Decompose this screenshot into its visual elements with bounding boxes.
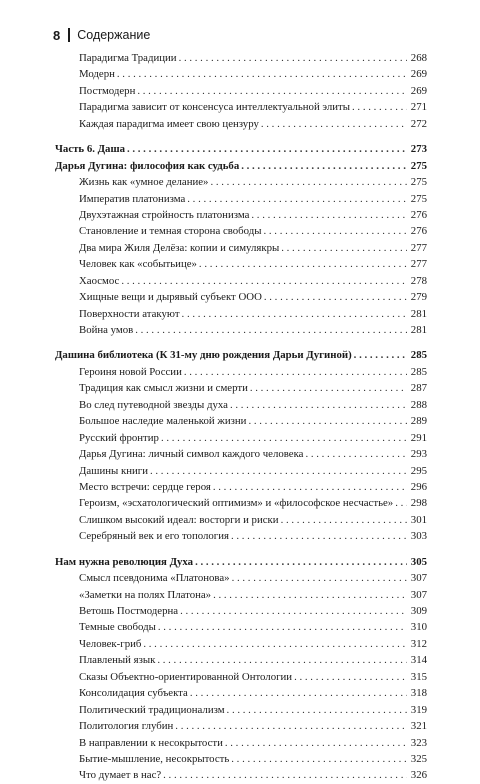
- entry-title: Императив платонизма: [79, 192, 186, 205]
- dot-leader: [182, 306, 407, 322]
- toc-section-entry[interactable]: [55, 751, 427, 767]
- entry-title: Часть 6. Даша: [55, 143, 125, 156]
- dot-leader: [213, 587, 407, 603]
- dot-leader: [210, 174, 407, 190]
- toc-section-entry[interactable]: [55, 99, 427, 115]
- entry-title: Плавленый язык: [79, 654, 156, 667]
- entry-title: Место встречи: сердце героя: [79, 480, 211, 493]
- entry-page-number: 275: [410, 159, 427, 172]
- entry-page-number: 323: [410, 736, 427, 749]
- entry-page-number: 295: [410, 464, 427, 477]
- entry-title: Постмодерн: [79, 84, 136, 97]
- entry-title: Дашина библиотека (К 31-му дню рождения Дарьи Дугиной): [55, 349, 352, 362]
- dot-leader: [225, 735, 407, 751]
- toc-section-entry[interactable]: [55, 702, 427, 718]
- dot-leader: [354, 347, 407, 363]
- entry-page-number: 314: [410, 654, 427, 667]
- toc-section-entry[interactable]: [55, 570, 427, 586]
- toc-section-entry[interactable]: [55, 479, 427, 495]
- entry-title: Становление и темная сторона свободы: [79, 225, 262, 238]
- toc-section-entry[interactable]: [55, 240, 427, 256]
- entry-page-number: 277: [410, 241, 427, 254]
- toc-section-entry[interactable]: [55, 207, 427, 223]
- entry-title: В направлении к несокрытости: [79, 736, 223, 749]
- table-of-contents: [55, 50, 427, 784]
- header-title: Содержание: [77, 28, 151, 42]
- dot-leader: [264, 223, 408, 239]
- dot-leader: [250, 380, 407, 396]
- entry-title: Дашины книги: [79, 464, 148, 477]
- entry-title: Русский фронтир: [79, 431, 159, 444]
- entry-title: Нам нужна революция Духа: [55, 555, 194, 568]
- entry-title: Героизм, «эсхатологический оптимизм» и «философское несчастье»: [79, 497, 394, 510]
- entry-title: «Заметки на полях Платона»: [79, 588, 212, 601]
- entry-title: Двухэтажная стройность платонизма: [79, 208, 250, 221]
- entry-title: Политический традиционализм: [79, 703, 225, 716]
- entry-title: Человек как «событьице»: [79, 258, 197, 271]
- entry-page-number: 275: [410, 176, 427, 189]
- entry-page-number: 285: [410, 349, 427, 362]
- entry-page-number: 276: [410, 225, 427, 238]
- entry-title: Темные свободы: [79, 621, 156, 634]
- entry-page-number: 271: [410, 101, 427, 114]
- entry-page-number: 310: [410, 621, 427, 634]
- dot-leader: [179, 50, 407, 66]
- toc-section-entry[interactable]: [55, 652, 427, 668]
- toc-section-entry[interactable]: [55, 116, 427, 132]
- dot-leader: [231, 751, 407, 767]
- dot-leader: [213, 479, 407, 495]
- entry-title: Смысл псевдонима «Платонова»: [79, 572, 230, 585]
- entry-page-number: 298: [410, 497, 427, 510]
- entry-page-number: 281: [410, 307, 427, 320]
- toc-section-entry[interactable]: [55, 174, 427, 190]
- dot-leader: [190, 685, 407, 701]
- entry-title: Во след путеводной звезды духа: [79, 398, 228, 411]
- toc-section-entry[interactable]: [55, 430, 427, 446]
- toc-section-entry[interactable]: [55, 669, 427, 685]
- entry-page-number: 301: [410, 513, 427, 526]
- entry-title: Политология глубин: [79, 720, 174, 733]
- entry-page-number: 269: [410, 68, 427, 81]
- toc-section-entry[interactable]: [55, 619, 427, 635]
- entry-page-number: 278: [410, 274, 427, 287]
- entry-page-number: 279: [410, 291, 427, 304]
- entry-title: Парадигма зависит от консенсуса интеллектуальной элиты: [79, 101, 351, 114]
- dot-leader: [157, 652, 407, 668]
- entry-title: Дарья Дугина: личный символ каждого человека: [79, 448, 304, 461]
- dot-leader: [180, 603, 407, 619]
- toc-section-entry[interactable]: [55, 364, 427, 380]
- entry-page-number: 305: [410, 555, 427, 568]
- entry-page-number: 277: [410, 258, 427, 271]
- entry-page-number: 307: [410, 588, 427, 601]
- toc-section-entry[interactable]: [55, 322, 427, 338]
- entry-title: Хаосмос: [79, 274, 120, 287]
- dot-leader: [184, 364, 407, 380]
- dot-leader: [161, 430, 407, 446]
- entry-title: Серебряный век и его топология: [79, 530, 229, 543]
- dot-leader: [251, 207, 407, 223]
- toc-section-entry[interactable]: [55, 528, 427, 544]
- dot-leader: [163, 767, 407, 783]
- entry-title: Модерн: [79, 68, 115, 81]
- toc-section-entry[interactable]: [55, 191, 427, 207]
- entry-page-number: 281: [410, 324, 427, 336]
- entry-title: Каждая парадигма имеет свою цензуру: [79, 117, 259, 130]
- dot-leader: [281, 512, 407, 528]
- dot-leader: [117, 66, 407, 82]
- toc-section-entry[interactable]: [55, 446, 427, 462]
- dot-leader: [227, 702, 407, 718]
- dot-leader: [395, 495, 407, 511]
- header-divider: [68, 28, 70, 42]
- entry-page-number: 291: [410, 431, 427, 444]
- entry-title: Парадигма Традиции: [79, 52, 177, 64]
- entry-title: Слишком высокий идеал: восторги и риски: [79, 513, 279, 526]
- entry-title: Дарья Дугина: философия как судьба: [55, 159, 240, 172]
- entry-page-number: 315: [410, 670, 427, 683]
- entry-page-number: 268: [410, 52, 427, 64]
- entry-page-number: 319: [410, 703, 427, 716]
- entry-page-number: 288: [410, 398, 427, 411]
- toc-section-entry[interactable]: [55, 306, 427, 322]
- entry-page-number: 287: [410, 382, 427, 395]
- entry-title: Традиция как смысл жизни и смерти: [79, 382, 248, 395]
- entry-page-number: 312: [410, 637, 427, 650]
- entry-page-number: 318: [410, 687, 427, 700]
- dot-leader: [127, 141, 407, 157]
- entry-page-number: 321: [410, 720, 427, 733]
- dot-leader: [195, 554, 407, 570]
- entry-page-number: 276: [410, 208, 427, 221]
- dot-leader: [135, 322, 407, 338]
- entry-page-number: 273: [410, 143, 427, 156]
- toc-section-entry[interactable]: [55, 767, 427, 783]
- page-number: 8: [53, 27, 61, 43]
- dot-leader: [121, 273, 407, 289]
- entry-title: Жизнь как «умное делание»: [79, 176, 209, 189]
- dot-leader: [264, 289, 407, 305]
- dot-leader: [261, 116, 407, 132]
- dot-leader: [231, 528, 407, 544]
- toc-section-entry[interactable]: [55, 83, 427, 99]
- toc-chapter-entry[interactable]: [55, 347, 427, 363]
- dot-leader: [248, 413, 407, 429]
- toc-section-entry[interactable]: [55, 380, 427, 396]
- entry-page-number: 285: [410, 365, 427, 378]
- dot-leader: [305, 446, 407, 462]
- dot-leader: [294, 669, 407, 685]
- toc-section-entry[interactable]: [55, 413, 427, 429]
- section-gap: [55, 338, 427, 347]
- entry-title: Бытие-мышление, несокрытость: [79, 752, 230, 765]
- entry-page-number: 309: [410, 605, 427, 617]
- toc-section-entry[interactable]: [55, 256, 427, 272]
- entry-title: Большое наследие маленькой жизни: [79, 415, 247, 428]
- entry-page-number: 326: [410, 769, 427, 782]
- section-gap: [55, 545, 427, 554]
- entry-title: Ветошь Постмодерна: [79, 605, 179, 617]
- dot-leader: [241, 158, 407, 174]
- entry-title: Хищные вещи и дырявый субъект ООО: [79, 291, 262, 304]
- entry-page-number: 272: [410, 117, 427, 130]
- entry-title: Человек-гриб: [79, 637, 142, 650]
- toc-section-entry[interactable]: [55, 685, 427, 701]
- toc-part-entry[interactable]: [55, 141, 427, 157]
- toc-section-entry[interactable]: [55, 463, 427, 479]
- dot-leader: [230, 397, 407, 413]
- entry-title: Героиня новой России: [79, 365, 182, 378]
- dot-leader: [187, 191, 407, 207]
- toc-section-entry[interactable]: [55, 397, 427, 413]
- toc-chapter-entry[interactable]: [55, 158, 427, 174]
- entry-page-number: 275: [410, 192, 427, 205]
- entry-title: Поверхности атакуют: [79, 307, 180, 320]
- dot-leader: [232, 570, 407, 586]
- section-gap: [55, 132, 427, 141]
- dot-leader: [281, 240, 407, 256]
- running-header: [53, 27, 150, 43]
- entry-page-number: 303: [410, 530, 427, 543]
- toc-section-entry[interactable]: [55, 223, 427, 239]
- toc-section-entry[interactable]: [55, 718, 427, 734]
- entry-title: Консолидация субъекта: [79, 687, 188, 700]
- toc-section-entry[interactable]: [55, 512, 427, 528]
- dot-leader: [199, 256, 407, 272]
- toc-chapter-entry[interactable]: [55, 554, 427, 570]
- entry-title: Два мира Жиля Делёза: копии и симулякры: [79, 241, 280, 254]
- toc-section-entry[interactable]: [55, 50, 427, 66]
- toc-section-entry[interactable]: [55, 66, 427, 82]
- entry-page-number: 269: [410, 84, 427, 97]
- dot-leader: [158, 619, 407, 635]
- entry-page-number: 325: [410, 752, 427, 765]
- toc-section-entry[interactable]: [55, 273, 427, 289]
- entry-title: Сказы Объектно-ориентированной Онтологии: [79, 670, 293, 683]
- dot-leader: [150, 463, 407, 479]
- entry-title: Война умов: [79, 324, 134, 336]
- entry-page-number: 289: [410, 415, 427, 428]
- toc-section-entry[interactable]: [55, 289, 427, 305]
- dot-leader: [137, 83, 407, 99]
- dot-leader: [352, 99, 407, 115]
- dot-leader: [175, 718, 407, 734]
- entry-page-number: 307: [410, 572, 427, 585]
- entry-page-number: 293: [410, 448, 427, 461]
- entry-title: Что думает в нас?: [79, 769, 162, 782]
- entry-page-number: 296: [410, 480, 427, 493]
- toc-section-entry[interactable]: [55, 735, 427, 751]
- toc-section-entry[interactable]: [55, 603, 427, 619]
- toc-section-entry[interactable]: [55, 495, 427, 511]
- toc-section-entry[interactable]: [55, 587, 427, 603]
